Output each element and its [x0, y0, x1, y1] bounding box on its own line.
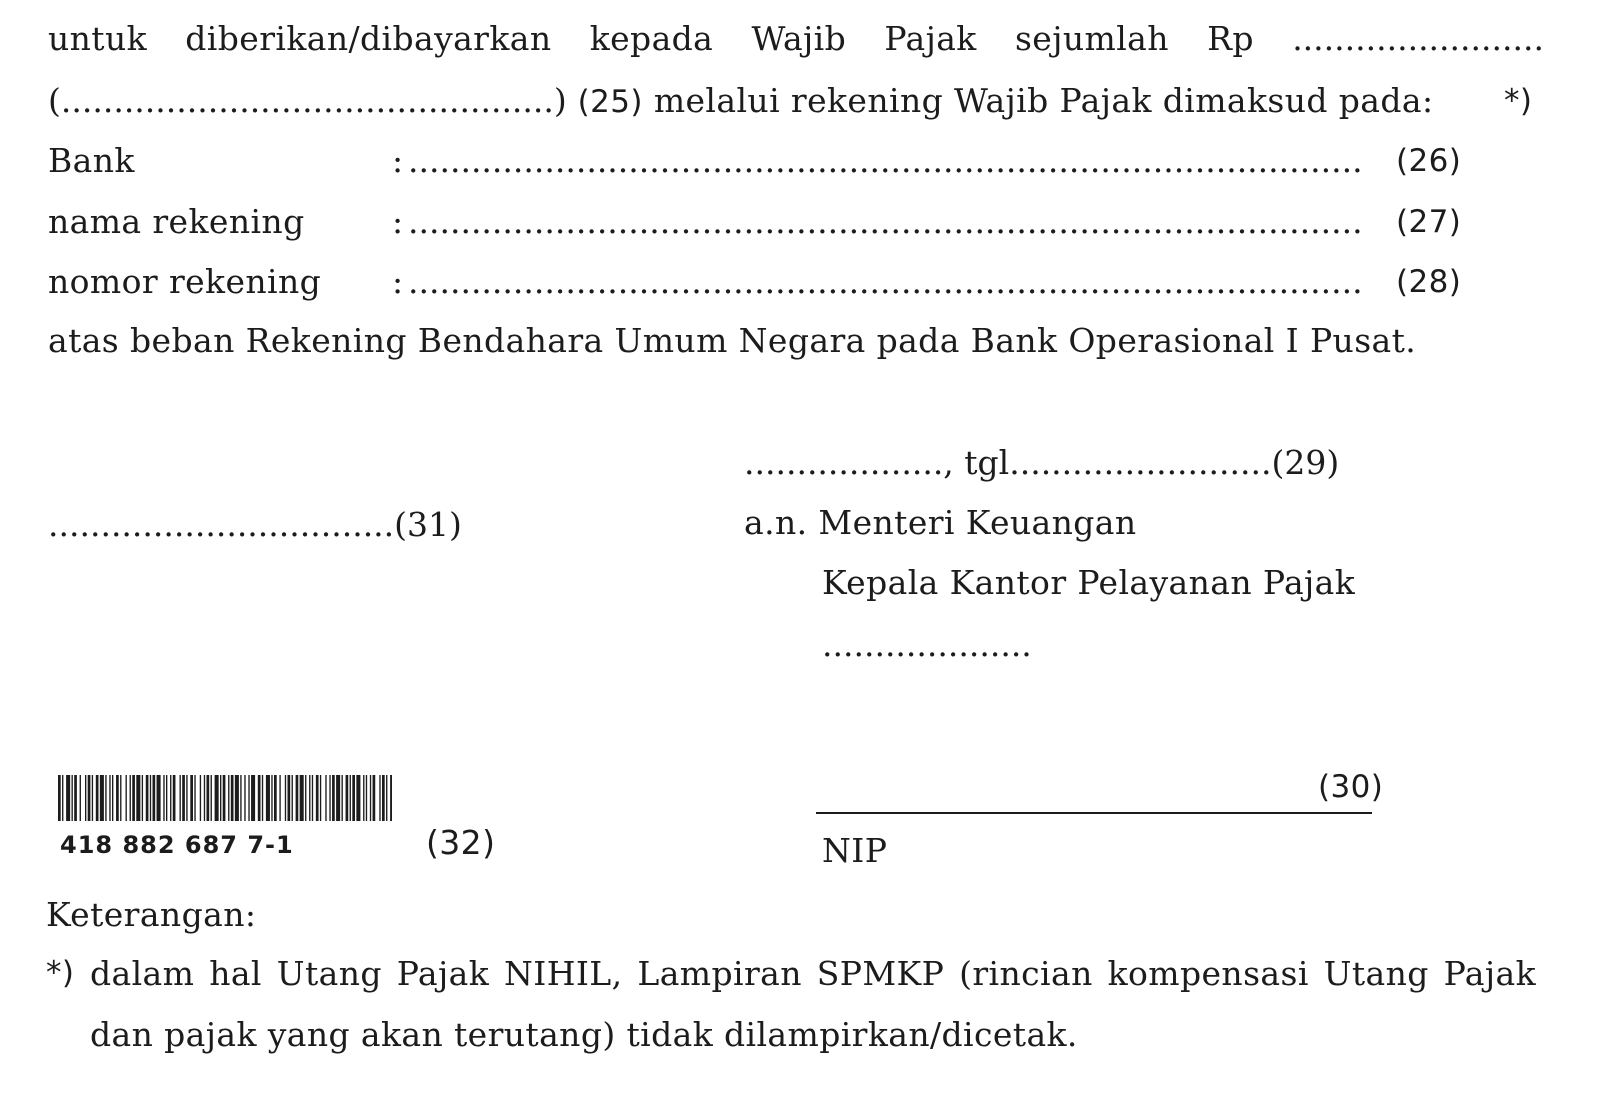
barcode-bar — [370, 775, 371, 821]
barcode-bar — [251, 775, 255, 821]
account-number-colon: : — [392, 262, 404, 301]
account-name-colon: : — [392, 202, 404, 241]
barcode-bar — [215, 775, 219, 821]
barcode-bar — [88, 775, 91, 821]
amount-dots: ........................ — [1292, 19, 1544, 58]
left-signature-field: .................................(31) — [48, 505, 462, 544]
bank-label: Bank — [48, 141, 135, 180]
ref-32: (32) — [426, 823, 496, 862]
barcode-bar — [292, 775, 293, 821]
barcode-bar — [116, 775, 119, 821]
barcode-bar — [92, 775, 93, 821]
barcode-bar — [382, 775, 385, 821]
charge-line: atas beban Rekening Bendahara Umum Negara pada Bank Operasional I Pusat. — [48, 321, 1417, 360]
barcode-bar — [274, 775, 277, 821]
barcode-bar — [157, 775, 161, 821]
ref-30: (30) — [1318, 769, 1384, 805]
barcode-bar — [244, 775, 245, 821]
barcode-bar — [126, 775, 127, 821]
barcode-bar — [66, 775, 70, 821]
barcode-bar — [285, 775, 286, 821]
barcode-bar — [363, 775, 364, 821]
barcode-bar — [146, 775, 149, 821]
barcode-bar — [228, 775, 229, 821]
barcode-bar — [390, 775, 392, 821]
barcode-bar — [105, 775, 106, 821]
barcode-bar — [130, 775, 131, 821]
nip-label: NIP — [822, 831, 888, 870]
payment-line-1 — [48, 19, 1544, 58]
note-marker: *) — [1504, 83, 1533, 119]
barcode-bar — [271, 775, 272, 821]
barcode-bar — [231, 775, 234, 821]
barcode-bar — [346, 775, 349, 821]
barcode-bar — [62, 775, 63, 821]
amount-words-field: (...............................................) — [48, 81, 567, 120]
barcode-bar — [336, 775, 340, 821]
barcode-bar — [132, 775, 135, 821]
ref-26: (26) — [1396, 143, 1462, 179]
barcode-bar — [320, 775, 321, 821]
barcode-bar — [72, 775, 73, 821]
barcode-bar — [166, 775, 167, 821]
barcode-bar — [266, 775, 270, 821]
barcode-bar — [279, 775, 280, 821]
account-name-field: ........................................................................................... — [408, 205, 1363, 238]
word: Wajib — [751, 19, 847, 58]
ref-28: (28) — [1396, 264, 1462, 300]
on-behalf-of: a.n. Menteri Keuangan — [744, 503, 1137, 542]
barcode-bar — [350, 775, 351, 821]
barcode-bar — [109, 775, 110, 821]
barcode-bar — [220, 775, 221, 821]
signature-line — [816, 812, 1372, 814]
barcode-bar — [112, 775, 113, 821]
barcode-bar — [173, 775, 176, 821]
barcode-bar — [373, 775, 376, 821]
word: untuk — [48, 19, 148, 58]
barcode-bar — [163, 775, 164, 821]
word: Pajak — [884, 19, 977, 58]
barcode-bar — [300, 775, 304, 821]
barcode-bar — [80, 775, 81, 821]
account-name-label: nama rekening — [48, 202, 305, 241]
notes-line-2: dan pajak yang akan terutang) tidak dilampirkan/dicetak. — [90, 1015, 1078, 1054]
barcode-bar — [96, 775, 99, 821]
barcode-bar — [329, 775, 330, 821]
bank-field: ........................................................................................... — [408, 144, 1363, 177]
barcode-bar — [204, 775, 205, 821]
payment-line-2 — [48, 81, 1434, 120]
barcode-bar — [211, 775, 212, 821]
place-date-line: ..................., tgl.........................(29) — [744, 443, 1340, 482]
barcode-bar — [342, 775, 343, 821]
barcode-bar — [312, 775, 313, 821]
barcode-bar — [352, 775, 355, 821]
barcode-bar — [180, 775, 181, 821]
word: sejumlah — [1014, 19, 1169, 58]
barcode-bar — [325, 775, 326, 821]
barcode-bar — [136, 775, 140, 821]
barcode-bar — [309, 775, 310, 821]
barcode-bar — [190, 775, 193, 821]
barcode-bar — [316, 775, 319, 821]
barcode-bar — [182, 775, 185, 821]
barcode-image — [58, 775, 392, 821]
barcode-bar — [240, 775, 241, 821]
barcode-bar — [200, 775, 201, 821]
bank-colon: : — [392, 141, 404, 180]
barcode-bar — [170, 775, 171, 821]
barcode-bar — [386, 775, 387, 821]
ref-25: (25) — [577, 84, 643, 120]
barcode-bar — [186, 775, 187, 821]
word: kepada — [589, 19, 714, 58]
barcode-bar — [120, 775, 121, 821]
barcode-bar — [379, 775, 380, 821]
barcode-bar — [207, 775, 210, 821]
ref-27: (27) — [1396, 204, 1462, 240]
barcode-bar — [74, 775, 77, 821]
barcode-bar — [85, 775, 86, 821]
barcode-bar — [153, 775, 156, 821]
barcode-bar — [332, 775, 335, 821]
barcode-bar — [194, 775, 195, 821]
office-name-field: .................... — [822, 625, 1032, 664]
barcode-bar — [296, 775, 299, 821]
barcode-bar — [223, 775, 226, 821]
barcode-bar — [262, 775, 263, 821]
barcode-bar — [248, 775, 249, 821]
account-number-field: ........................................................................................... — [408, 265, 1363, 298]
barcode-bar — [366, 775, 367, 821]
barcode-bar — [100, 775, 104, 821]
barcode-bar — [58, 775, 61, 821]
barcode-bar — [142, 775, 143, 821]
barcode-bar — [235, 775, 239, 821]
account-number-label: nomor rekening — [48, 262, 322, 301]
office-title: Kepala Kantor Pelayanan Pajak — [822, 563, 1356, 602]
notes-title: Keterangan: — [46, 895, 257, 934]
barcode-number: 418 882 687 7-1 — [60, 831, 294, 859]
notes-line-1: dalam hal Utang Pajak NIHIL, Lampiran SPMKP (rincian kompensasi Utang Pajak — [90, 954, 1536, 993]
word: diberikan/dibayarkan — [185, 19, 552, 58]
barcode-bar — [288, 775, 291, 821]
barcode-bar — [150, 775, 151, 821]
barcode-bar — [356, 775, 360, 821]
account-intro: melalui rekening Wajib Pajak dimaksud pada: — [653, 81, 1434, 120]
barcode-bar — [258, 775, 261, 821]
barcode-bar — [305, 775, 306, 821]
word: Rp — [1207, 19, 1254, 58]
notes-marker: *) — [46, 955, 75, 991]
